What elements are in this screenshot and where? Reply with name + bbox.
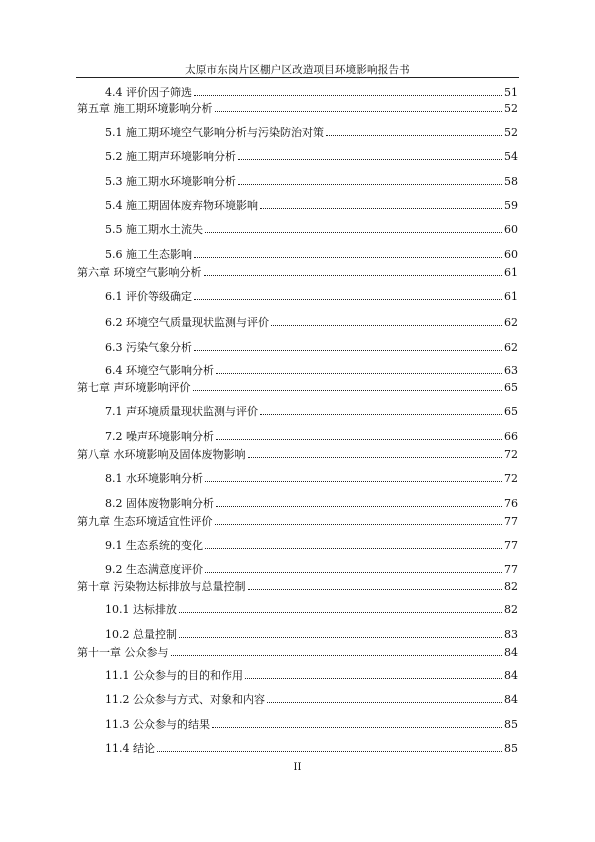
- dot-leader: [216, 439, 502, 440]
- toc-page-number: 60: [504, 248, 518, 261]
- toc-entry-title: 7.2 噪声环境影响分析: [105, 430, 214, 443]
- toc-page-number: 62: [504, 341, 518, 354]
- toc-section-entry[interactable]: [105, 603, 518, 616]
- toc-entry-title: 7.1 声环境质量现状监测与评价: [105, 405, 258, 418]
- toc-entry-title: 6.2 环境空气质量现状监测与评价: [105, 316, 269, 329]
- toc-section-entry[interactable]: [105, 316, 518, 329]
- toc-page-number: 59: [504, 199, 518, 212]
- toc-section-entry[interactable]: [105, 539, 518, 552]
- toc-page-number: 83: [504, 628, 518, 641]
- dot-leader: [238, 184, 502, 185]
- toc-chapter-entry[interactable]: [77, 102, 518, 115]
- toc-entry-title: 第六章 环境空气影响分析: [77, 266, 202, 279]
- running-header: 太原市东岗片区棚户区改造项目环境影响报告书: [185, 64, 410, 76]
- dot-leader: [248, 457, 503, 458]
- toc-entry-title: 6.3 污染气象分析: [105, 341, 192, 354]
- toc-entry-title: 5.3 施工期水环境影响分析: [105, 175, 236, 188]
- toc-section-entry[interactable]: [105, 150, 518, 163]
- toc-section-entry[interactable]: [105, 563, 518, 576]
- dot-leader: [194, 299, 502, 300]
- toc-section-entry[interactable]: [105, 199, 518, 212]
- toc-page-number: 66: [504, 430, 518, 443]
- dot-leader: [204, 275, 503, 276]
- toc-page-number: 84: [504, 669, 518, 682]
- dot-leader: [215, 111, 503, 112]
- toc-section-entry[interactable]: [105, 223, 518, 236]
- toc-entry-title: 4.4 评价因子筛选: [105, 86, 192, 99]
- dot-leader: [216, 373, 502, 374]
- toc-page-number: 77: [504, 539, 518, 552]
- toc-page-number: 77: [504, 563, 518, 576]
- toc-page-number: 72: [504, 472, 518, 485]
- toc-section-entry[interactable]: [105, 497, 518, 510]
- toc-page-number: 51: [504, 86, 518, 99]
- dot-leader: [212, 727, 502, 728]
- dot-leader: [260, 208, 502, 209]
- toc-page-number: 82: [504, 603, 518, 616]
- dot-leader: [216, 506, 502, 507]
- toc-section-entry[interactable]: [105, 742, 518, 755]
- toc-entry-title: 11.3 公众参与的结果: [105, 718, 210, 731]
- toc-entry-title: 5.5 施工期水土流失: [105, 223, 203, 236]
- toc-page-number: 85: [504, 718, 518, 731]
- toc-page-number: 84: [504, 693, 518, 706]
- toc-page-number: 65: [504, 381, 518, 394]
- toc-page-number: 65: [504, 405, 518, 418]
- toc-section-entry[interactable]: [105, 126, 518, 139]
- dot-leader: [157, 751, 502, 752]
- toc-section-entry[interactable]: [105, 175, 518, 188]
- toc-page-number: 60: [504, 223, 518, 236]
- toc-page-number: 77: [504, 515, 518, 528]
- dot-leader: [260, 414, 502, 415]
- dot-leader: [271, 325, 502, 326]
- toc-entry-title: 5.1 施工期环境空气影响分析与污染防治对策: [105, 126, 324, 139]
- toc-section-entry[interactable]: [105, 341, 518, 354]
- toc-page-number: 58: [504, 175, 518, 188]
- toc-chapter-entry[interactable]: [77, 646, 518, 659]
- toc-section-entry[interactable]: [105, 628, 518, 641]
- toc-page-number: 72: [504, 448, 518, 461]
- dot-leader: [215, 524, 503, 525]
- dot-leader: [179, 612, 502, 613]
- toc-entry-title: 11.1 公众参与的目的和作用: [105, 669, 243, 682]
- toc-entry-title: 8.2 固体废物影响分析: [105, 497, 214, 510]
- toc-page-number: 52: [504, 102, 518, 115]
- toc-entry-title: 10.2 总量控制: [105, 628, 177, 641]
- dot-leader: [194, 95, 502, 96]
- toc-entry-title: 5.6 施工生态影响: [105, 248, 192, 261]
- dot-leader: [238, 159, 502, 160]
- toc-entry-title: 11.2 公众参与方式、对象和内容: [105, 693, 265, 706]
- dot-leader: [194, 350, 502, 351]
- toc-page-number: 84: [504, 646, 518, 659]
- toc-chapter-entry[interactable]: [77, 580, 518, 593]
- toc-page-number: 85: [504, 742, 518, 755]
- toc-entry-title: 9.1 生态系统的变化: [105, 539, 203, 552]
- toc-entry-title: 8.1 水环境影响分析: [105, 472, 203, 485]
- toc-chapter-entry[interactable]: [77, 515, 518, 528]
- toc-section-entry[interactable]: [105, 290, 518, 303]
- toc-page-number: 61: [504, 290, 518, 303]
- toc-section-entry[interactable]: [105, 364, 518, 377]
- toc-entry-title: 第十章 污染物达标排放与总量控制: [77, 580, 246, 593]
- toc-section-entry[interactable]: [105, 430, 518, 443]
- toc-section-entry[interactable]: [105, 86, 518, 99]
- toc-chapter-entry[interactable]: [77, 266, 518, 279]
- dot-leader: [193, 390, 503, 391]
- toc-section-entry[interactable]: [105, 718, 518, 731]
- toc-entry-title: 6.1 评价等级确定: [105, 290, 192, 303]
- toc-page-number: 52: [504, 126, 518, 139]
- dot-leader: [205, 548, 502, 549]
- toc-entry-title: 第七章 声环境影响评价: [77, 381, 191, 394]
- dot-leader: [194, 257, 502, 258]
- toc-section-entry[interactable]: [105, 669, 518, 682]
- toc-page-number: 61: [504, 266, 518, 279]
- toc-entry-title: 9.2 生态满意度评价: [105, 563, 203, 576]
- dot-leader: [245, 678, 502, 679]
- toc-section-entry[interactable]: [105, 693, 518, 706]
- toc-entry-title: 6.4 环境空气影响分析: [105, 364, 214, 377]
- toc-chapter-entry[interactable]: [77, 448, 518, 461]
- toc-page-number: 54: [504, 150, 518, 163]
- page-number: II: [293, 762, 302, 773]
- dot-leader: [248, 589, 503, 590]
- toc-entry-title: 第十一章 公众参与: [77, 646, 169, 659]
- dot-leader: [205, 232, 502, 233]
- toc-page-number: 76: [504, 497, 518, 510]
- toc-entry-title: 5.4 施工期固体废弃物环境影响: [105, 199, 258, 212]
- toc-chapter-entry[interactable]: [77, 381, 518, 394]
- toc-entry-title: 10.1 达标排放: [105, 603, 177, 616]
- toc-entry-title: 第九章 生态环境适宜性评价: [77, 515, 213, 528]
- dot-leader: [326, 135, 502, 136]
- toc-entry-title: 5.2 施工期声环境影响分析: [105, 150, 236, 163]
- toc-page-number: 82: [504, 580, 518, 593]
- dot-leader: [205, 572, 502, 573]
- toc-page-number: 63: [504, 364, 518, 377]
- toc-entry-title: 第五章 施工期环境影响分析: [77, 102, 213, 115]
- toc-section-entry[interactable]: [105, 248, 518, 261]
- toc-entry-title: 11.4 结论: [105, 742, 155, 755]
- dot-leader: [205, 481, 502, 482]
- toc-entry-title: 第八章 水环境影响及固体废物影响: [77, 448, 246, 461]
- dot-leader: [171, 655, 503, 656]
- dot-leader: [179, 637, 502, 638]
- toc-section-entry[interactable]: [105, 405, 518, 418]
- dot-leader: [267, 702, 502, 703]
- toc-section-entry[interactable]: [105, 472, 518, 485]
- toc-page-number: 62: [504, 316, 518, 329]
